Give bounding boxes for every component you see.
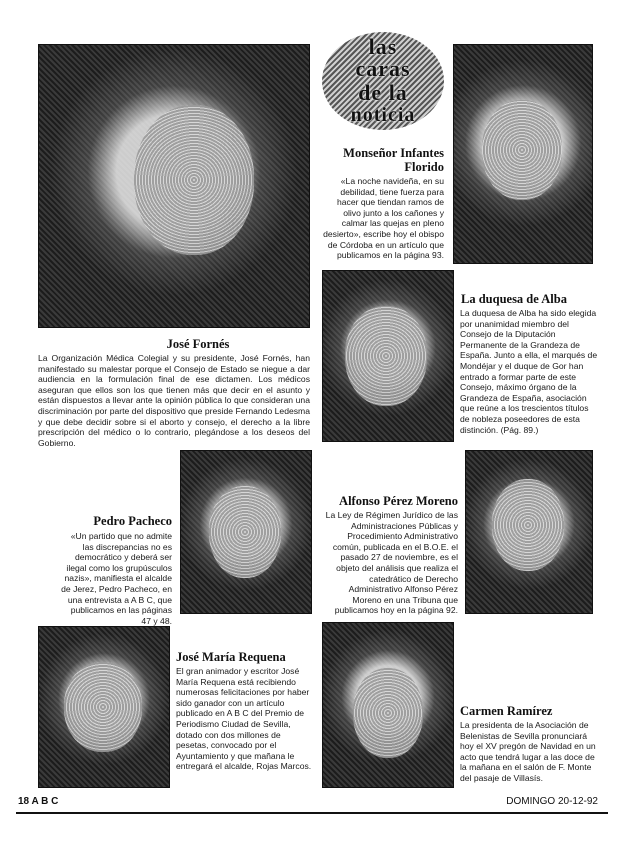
name-duquesa-de-alba: La duquesa de Alba [461, 292, 567, 306]
text-infantes: «La noche navideña, en su debilidad, tiene fuerza para hacer que tiendan ramos de olivo junto a los cañones y calmar las quejas en pleno desierto», escribe hoy el obispo de Córdoba en un artículo que publicamos en la página 93. [323, 176, 444, 261]
name-carmen-ramirez: Carmen Ramírez [460, 704, 553, 718]
name-jose-fornes: José Fornés [166, 337, 230, 351]
photo-alfonso-perez-moreno [465, 450, 593, 614]
name-infantes-line-1: Monseñor Infantes [343, 146, 444, 160]
text-jose-fornes: La Organización Médica Colegial y su presidente, José Fornés, han manifestado su malestar porque el Consejo de Estado se niegue a dar audiencia en la formulación final de ese dictamen. Los médicos aseguran que ellos son los que tienen más que decir en el asunto y están dispuestos a llevar ante la opinión pública lo que consideran una discriminación por parte del dispositivo que preside Fernando Ledesma y que debe decidir sobre si el aborto y consejo, el derecho a la libre prescripción del médico o lo contrario, plegándose a los deseos del Gobierno. [38, 353, 310, 448]
photo-duquesa-de-alba [322, 270, 454, 442]
name-pedro-pacheco: Pedro Pacheco [93, 514, 172, 528]
text-jose-maria-requena: El gran animador y escritor José María Requena está recibiendo numerosas felicitaciones por haber sido ganador con un artículo publicado en A B C del Premio de Periodismo Ciudad de Sevilla, dotado con dos millones de pesetas, convocado por el Ayuntamiento y que mañana le entregará el alcalde, Rojas Marcos. [176, 666, 312, 772]
las-caras-de-la-noticia-badge [322, 32, 444, 130]
text-alfonso-perez-moreno: La Ley de Régimen Jurídico de las Administraciones Públicas y Procedimiento Administrativo común, publicada en el B.O.E. el pasado 27 de noviembre, es el objeto del análisis que realiza el catedrático de Derecho Administrativo Alfonso Pérez Moreno en una Tribuna que publicamos hoy en la página 92. [325, 510, 458, 616]
badge-line-4: noticia [350, 104, 416, 126]
name-jose-maria-requena: José María Requena [176, 650, 286, 664]
photo-pedro-pacheco [180, 450, 312, 614]
name-alfonso-perez-moreno: Alfonso Pérez Moreno [339, 494, 458, 508]
photo-jose-maria-requena [38, 626, 170, 788]
text-carmen-ramirez: La presidenta de la Asociación de Belenistas de Sevilla pronunciará hoy el XV pregón de Navidad en un acto que tendrá lugar a las doce de la mañana en el salón de F. Monte del pasaje de Villasís. [460, 720, 596, 783]
photo-infantes-florido [453, 44, 593, 264]
badge-line-2: caras [355, 56, 411, 81]
badge-line-3: de la [358, 80, 408, 105]
text-pedro-pacheco: «Un partido que no admite las discrepancias no es democrático y deberá ser ilegal como los grupúsculos nazis», manifiesta el alcalde de Jerez, Pedro Pacheco, en una entrevista a A B C, que publicamos en las páginas 47 y 48. [61, 531, 172, 626]
bottom-rule [16, 812, 608, 814]
name-infantes-line-2: Florido [404, 160, 444, 174]
footer-date: DOMINGO 20-12-92 [506, 796, 598, 807]
photo-jose-fornes [38, 44, 310, 328]
photo-carmen-ramirez [322, 622, 454, 788]
badge-line-1: las [368, 34, 398, 59]
text-duquesa-de-alba: La duquesa de Alba ha sido elegida por unanimidad miembro del Consejo de la Diputación Permanente de la Grandeza de España. Junto a ella, el marqués de Mondéjar y el duque de Gor han entrado a formar parte de este Consejo, máximo órgano de la Grandeza de España, asociación que reúne a los trescientos títulos de nobleza poseedores de esta distinción. (Pág. 89.) [460, 308, 598, 435]
footer-page-number: 18 A B C [18, 796, 59, 807]
